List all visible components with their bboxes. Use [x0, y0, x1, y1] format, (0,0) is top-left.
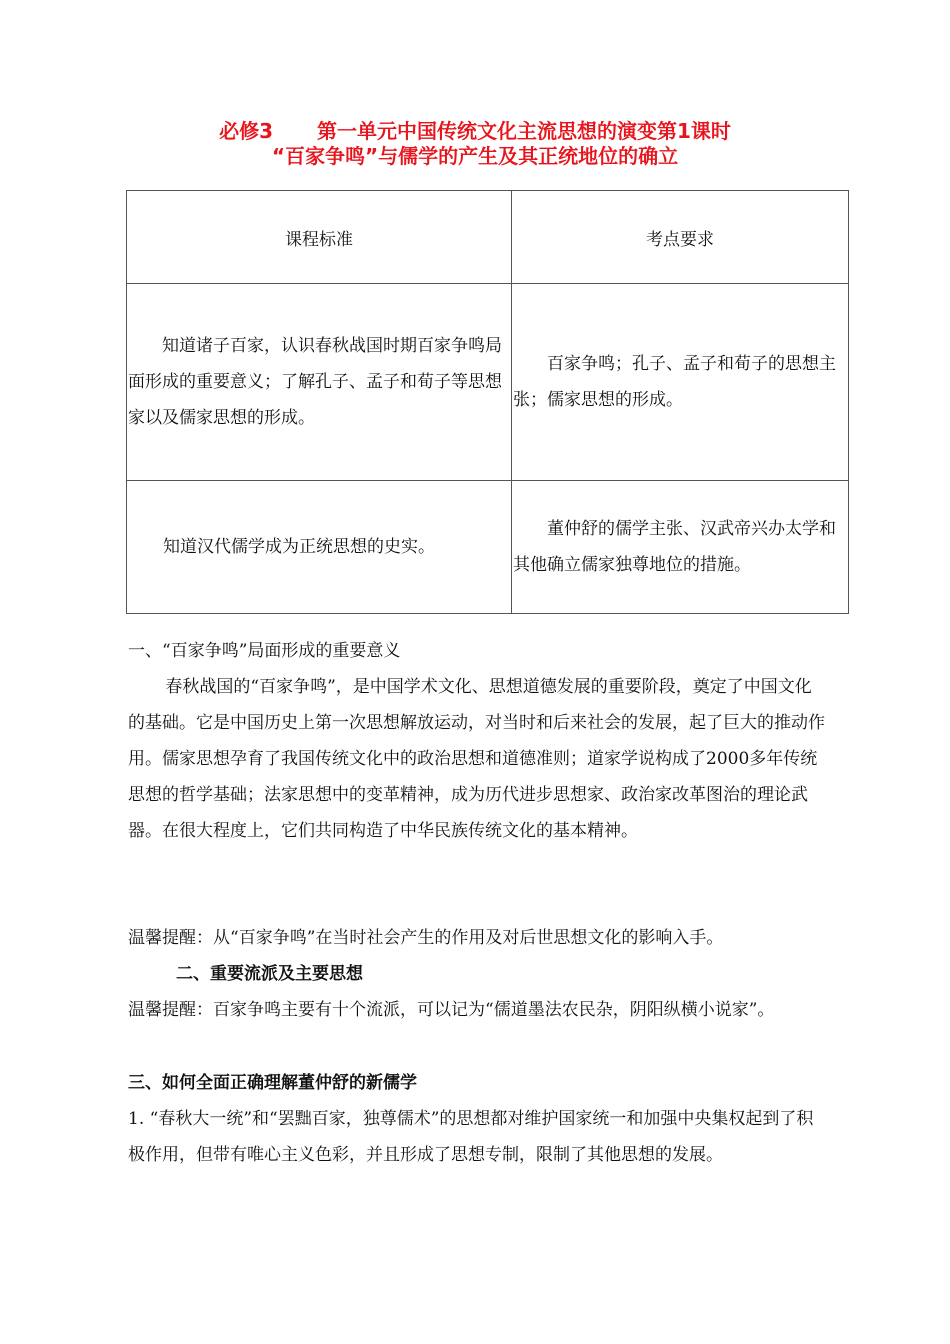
table-cell-standard [127, 481, 512, 614]
section3-item1: 1. “春秋大一统”和“罢黜百家，独尊儒术”的思想都对维护国家统一和加强中央集权起到了积极作用，但带有唯心主义色彩，并且形成了思想专制，限制了其他思想的发展。 [128, 1109, 814, 1165]
requirement-text: 董仲舒的儒学主张、汉武帝兴办太学和其他确立儒家独尊地位的措施。 [513, 519, 836, 575]
table-header-row [127, 191, 849, 284]
requirement-text: 百家争鸣；孔子、孟子和荀子的思想主张；儒家思想的形成。 [513, 354, 836, 410]
section1-tip: 温馨提醒：从“百家争鸣”在当时社会产生的作用及对后世思想文化的影响入手。 [128, 928, 724, 948]
table-row [127, 284, 849, 481]
header-exam-requirement: 考点要求 [512, 191, 849, 284]
curriculum-table [126, 190, 849, 614]
section3-heading: 三、如何全面正确理解董仲舒的新儒学 [128, 1073, 417, 1093]
module-label: 必修3 [219, 119, 273, 143]
section2-heading: 二、重要流派及主要思想 [176, 964, 363, 984]
page-title-line2: “百家争鸣”与儒学的产生及其正统地位的确立 [271, 144, 679, 168]
standard-text: 知道诸子百家，认识春秋战国时期百家争鸣局面形成的重要意义；了解孔子、孟子和荀子等思想家以及儒家思想的形成。 [128, 336, 502, 428]
table-row [127, 481, 849, 614]
table-cell-requirement [512, 481, 849, 614]
section1-heading: 一、“百家争鸣”局面形成的重要意义 [128, 641, 401, 661]
section2-tip: 温馨提醒：百家争鸣主要有十个流派，可以记为“儒道墨法农民杂，阴阳纵横小说家”。 [128, 1000, 775, 1020]
section1-body: 春秋战国的“百家争鸣”，是中国学术文化、思想道德发展的重要阶段，奠定了中国文化的基础。它是中国历史上第一次思想解放运动，对当时和后来社会的发展，起了巨大的推动作用。儒家思想孕育了我国传统文化中的政治思想和道德准则；道家学说构成了2000多年传统思想的哲学基础；法家思想中的变革精神，成为历代进步思想家、政治家改革图治的理论武器。在很大程度上，它们共同构造了中华民族传统文化的基本精神。 [128, 677, 825, 841]
header-curriculum-standard: 课程标准 [127, 191, 512, 284]
table-cell-requirement [512, 284, 849, 481]
standard-text: 知道汉代儒学成为正统思想的史实。 [163, 537, 435, 557]
page-title-line1 [0, 118, 950, 144]
unit-lesson-label: 第一单元中国传统文化主流思想的演变第1课时 [317, 119, 731, 143]
table-cell-standard [127, 284, 512, 481]
